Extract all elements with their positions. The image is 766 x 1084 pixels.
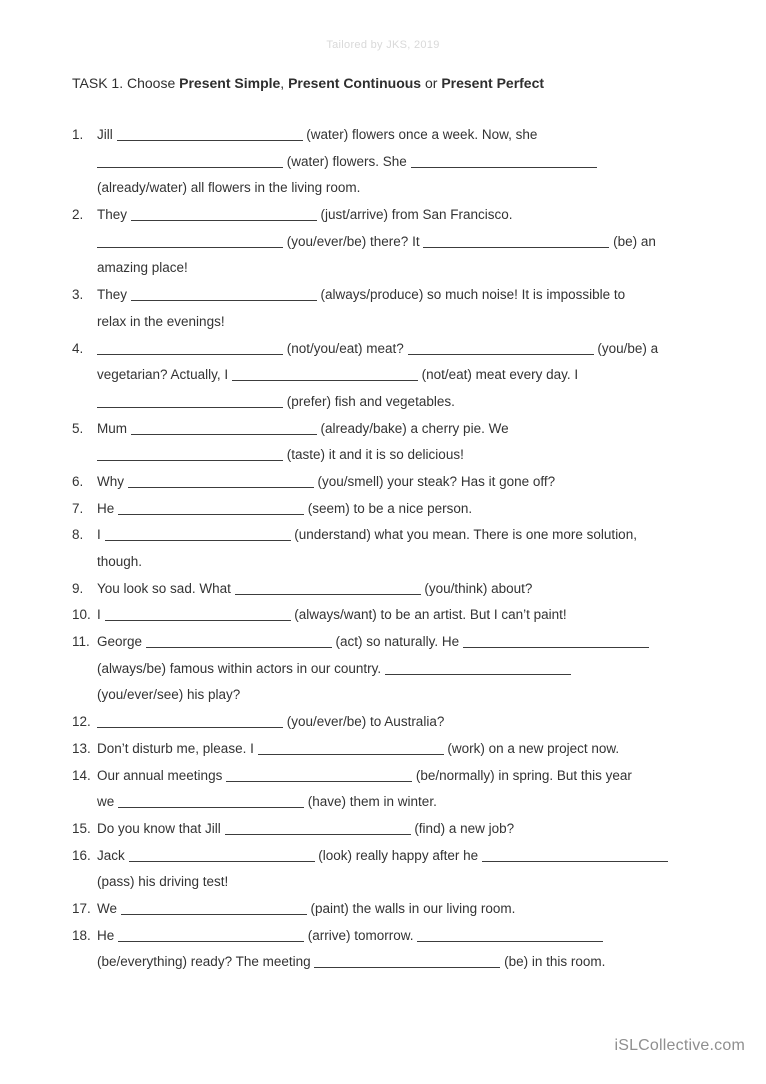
exercise-item xyxy=(72,816,728,843)
sentence-text: (have) them in winter. xyxy=(304,794,437,810)
sentence-text: (work) on a new project now. xyxy=(443,740,620,756)
sentence-text: We xyxy=(97,900,121,916)
sentence-text: (act) so naturally. He xyxy=(331,634,463,650)
item-number: 7. xyxy=(72,500,84,516)
item-number: 4. xyxy=(72,340,84,356)
sentence-line xyxy=(97,469,728,496)
sentence-text: (arrive) tomorrow. xyxy=(304,927,418,943)
title-text: or xyxy=(421,75,442,91)
sentence-text: They xyxy=(97,207,131,223)
item-content xyxy=(97,522,728,575)
answer-blank xyxy=(118,500,304,515)
sentence-line xyxy=(97,869,728,896)
title-tense-name: Present Continuous xyxy=(288,75,422,91)
sentence-text: (seem) to be a nice person. xyxy=(304,500,473,516)
exercise-item xyxy=(72,923,728,976)
item-number: 17. xyxy=(72,900,91,916)
item-content xyxy=(97,843,728,896)
sentence-line xyxy=(97,389,728,416)
item-content xyxy=(97,496,728,523)
item-number: 8. xyxy=(72,527,84,543)
sentence-line xyxy=(97,896,728,923)
item-content xyxy=(97,763,728,816)
sentence-text: though. xyxy=(97,554,143,569)
sentence-line xyxy=(97,843,728,870)
sentence-text: (already/bake) a cherry pie. We xyxy=(316,420,509,436)
sentence-text: I xyxy=(97,527,105,543)
exercise-item xyxy=(72,576,728,603)
sentence-text: I xyxy=(97,607,105,623)
exercise-item xyxy=(72,896,728,923)
item-number: 18. xyxy=(72,927,91,943)
answer-blank xyxy=(463,633,649,648)
sentence-text: Our annual meetings xyxy=(97,767,227,783)
answer-blank xyxy=(129,847,315,862)
item-number: 3. xyxy=(72,287,84,303)
answer-blank xyxy=(97,446,283,461)
sentence-text: (always/want) to be an artist. But I can’t paint! xyxy=(290,607,567,623)
item-content xyxy=(97,629,728,709)
item-content xyxy=(97,896,728,923)
answer-blank xyxy=(258,740,444,755)
sentence-line xyxy=(97,175,728,202)
sentence-line xyxy=(97,416,728,443)
exercise-item xyxy=(72,709,728,736)
item-content xyxy=(97,122,728,202)
title-tense-name: Present Perfect xyxy=(441,75,545,91)
sentence-line xyxy=(97,629,728,656)
answer-blank xyxy=(131,420,317,435)
answer-blank xyxy=(128,473,314,488)
item-content xyxy=(97,202,728,282)
sentence-text: (you/be) a xyxy=(593,340,659,356)
sentence-text: George xyxy=(97,634,146,650)
sentence-line xyxy=(97,736,728,763)
answer-blank xyxy=(146,633,332,648)
exercise-item xyxy=(72,469,728,496)
sentence-text: Don’t disturb me, please. I xyxy=(97,740,258,756)
exercise-item xyxy=(72,496,728,523)
sentence-line xyxy=(97,682,728,709)
title-text: TASK 1. Choose xyxy=(72,75,180,91)
answer-blank xyxy=(97,393,283,408)
sentence-text: (not/you/eat) meat? xyxy=(283,340,408,356)
answer-blank xyxy=(97,153,283,168)
sentence-text: You look so sad. What xyxy=(97,580,235,596)
answer-blank xyxy=(314,953,500,968)
sentence-text: He xyxy=(97,927,119,943)
exercise-item xyxy=(72,602,728,629)
item-content xyxy=(97,709,728,736)
answer-blank xyxy=(121,900,307,915)
sentence-line xyxy=(97,149,728,176)
sentence-line xyxy=(97,549,728,576)
sentence-text: Jack xyxy=(97,847,129,863)
answer-blank xyxy=(97,340,283,355)
sentence-line xyxy=(97,949,728,976)
exercise-item xyxy=(72,122,728,202)
exercise-item xyxy=(72,282,728,335)
item-number: 14. xyxy=(72,767,91,783)
sentence-text: (water) flowers. She xyxy=(283,153,411,169)
item-content xyxy=(97,736,728,763)
answer-blank xyxy=(105,526,291,541)
sentence-text: (be) in this room. xyxy=(500,954,606,970)
sentence-text: (understand) what you mean. There is one more solution, xyxy=(290,527,637,543)
answer-blank xyxy=(97,713,283,728)
sentence-text: (paint) the walls in our living room. xyxy=(306,900,516,916)
sentence-text: (not/eat) meat every day. I xyxy=(417,367,579,383)
item-content xyxy=(97,576,728,603)
islcollective-watermark: iSLCollective.com xyxy=(614,1037,745,1054)
author-watermark: Tailored by JKS, 2019 xyxy=(326,39,440,51)
item-content xyxy=(97,602,728,629)
sentence-text: (pass) his driving test! xyxy=(97,874,229,890)
answer-blank xyxy=(232,366,418,381)
item-content xyxy=(97,336,728,416)
sentence-line xyxy=(97,255,728,282)
exercise-item xyxy=(72,522,728,575)
answer-blank xyxy=(97,233,283,248)
answer-blank xyxy=(225,820,411,835)
sentence-line xyxy=(97,442,728,469)
answer-blank xyxy=(118,927,304,942)
sentence-text: (you/smell) your steak? Has it gone off? xyxy=(313,473,556,489)
exercise-item xyxy=(72,629,728,709)
exercise-item xyxy=(72,736,728,763)
sentence-text: (always/produce) so much noise! It is impossible to xyxy=(316,287,626,303)
sentence-text: (water) flowers once a week. Now, she xyxy=(302,127,538,142)
item-number: 15. xyxy=(72,820,91,836)
item-content xyxy=(97,469,728,496)
sentence-line xyxy=(97,656,728,683)
sentence-line xyxy=(97,923,728,950)
sentence-text: (you/ever/be) to Australia? xyxy=(283,714,445,730)
answer-blank xyxy=(105,606,291,621)
item-content xyxy=(97,923,728,976)
sentence-text: He xyxy=(97,500,119,516)
sentence-text: Do you know that Jill xyxy=(97,820,225,836)
sentence-line xyxy=(97,816,728,843)
item-number: 13. xyxy=(72,740,91,756)
sentence-text: relax in the evenings! xyxy=(97,313,225,329)
sentence-text: vegetarian? Actually, I xyxy=(97,367,232,383)
sentence-text: (be/normally) in spring. But this year xyxy=(412,767,632,783)
item-content xyxy=(97,282,728,335)
answer-blank xyxy=(411,153,597,168)
sentence-text: (be/everything) ready? The meeting xyxy=(97,954,315,970)
answer-blank xyxy=(226,767,412,782)
sentence-line xyxy=(97,202,728,229)
answer-blank xyxy=(131,206,317,221)
sentence-line xyxy=(97,362,728,389)
sentence-line xyxy=(97,229,728,256)
item-number: 9. xyxy=(72,580,84,596)
sentence-text: (prefer) fish and vegetables. xyxy=(283,393,455,409)
sentence-line xyxy=(97,336,728,363)
sentence-line xyxy=(97,709,728,736)
answer-blank xyxy=(408,340,594,355)
sentence-line xyxy=(97,122,728,149)
sentence-text: (you/ever/see) his play? xyxy=(97,687,241,703)
exercise-item xyxy=(72,336,728,416)
item-content xyxy=(97,816,728,843)
item-number: 2. xyxy=(72,207,84,223)
item-number: 12. xyxy=(72,714,91,730)
sentence-line xyxy=(97,496,728,523)
answer-blank xyxy=(118,793,304,808)
item-number: 1. xyxy=(72,127,84,142)
sentence-text: we xyxy=(97,794,119,810)
sentence-text: Mum xyxy=(97,420,131,436)
item-number: 6. xyxy=(72,473,84,489)
exercise-item xyxy=(72,843,728,896)
answer-blank xyxy=(117,126,303,141)
sentence-text: (just/arrive) from San Francisco. xyxy=(316,207,513,223)
exercise-list xyxy=(72,122,728,976)
sentence-line xyxy=(97,602,728,629)
sentence-line xyxy=(97,309,728,336)
sentence-text: (you/ever/be) there? It xyxy=(283,233,424,249)
item-number: 5. xyxy=(72,420,84,436)
item-number: 10. xyxy=(72,607,91,623)
exercise-item xyxy=(72,763,728,816)
item-number: 11. xyxy=(72,634,90,650)
sentence-text: (find) a new job? xyxy=(410,820,515,836)
page-title xyxy=(72,74,728,92)
sentence-text: amazing place! xyxy=(97,260,188,276)
sentence-line xyxy=(97,282,728,309)
sentence-line xyxy=(97,522,728,549)
sentence-text: Why xyxy=(97,473,128,489)
sentence-text: (look) really happy after he xyxy=(314,847,482,863)
sentence-line xyxy=(97,576,728,603)
sentence-text: (be) an xyxy=(609,233,656,249)
exercise-item xyxy=(72,416,728,469)
answer-blank xyxy=(235,580,421,595)
sentence-text: (you/think) about? xyxy=(420,580,533,596)
sentence-text: (taste) it and it is so delicious! xyxy=(283,447,464,463)
answer-blank xyxy=(385,660,571,675)
sentence-text: Jill xyxy=(97,127,117,142)
item-content xyxy=(97,416,728,469)
answer-blank xyxy=(423,233,609,248)
answer-blank xyxy=(131,286,317,301)
title-tense-name: Present Simple xyxy=(179,75,281,91)
exercise-item xyxy=(72,202,728,282)
sentence-text: (already/water) all flowers in the living room. xyxy=(97,180,361,196)
answer-blank xyxy=(417,927,603,942)
sentence-text: (always/be) famous within actors in our country. xyxy=(97,660,385,676)
title-text: , xyxy=(280,75,289,91)
sentence-line xyxy=(97,763,728,790)
sentence-line xyxy=(97,789,728,816)
sentence-text: They xyxy=(97,287,131,303)
item-number: 16. xyxy=(72,847,91,863)
answer-blank xyxy=(482,847,668,862)
